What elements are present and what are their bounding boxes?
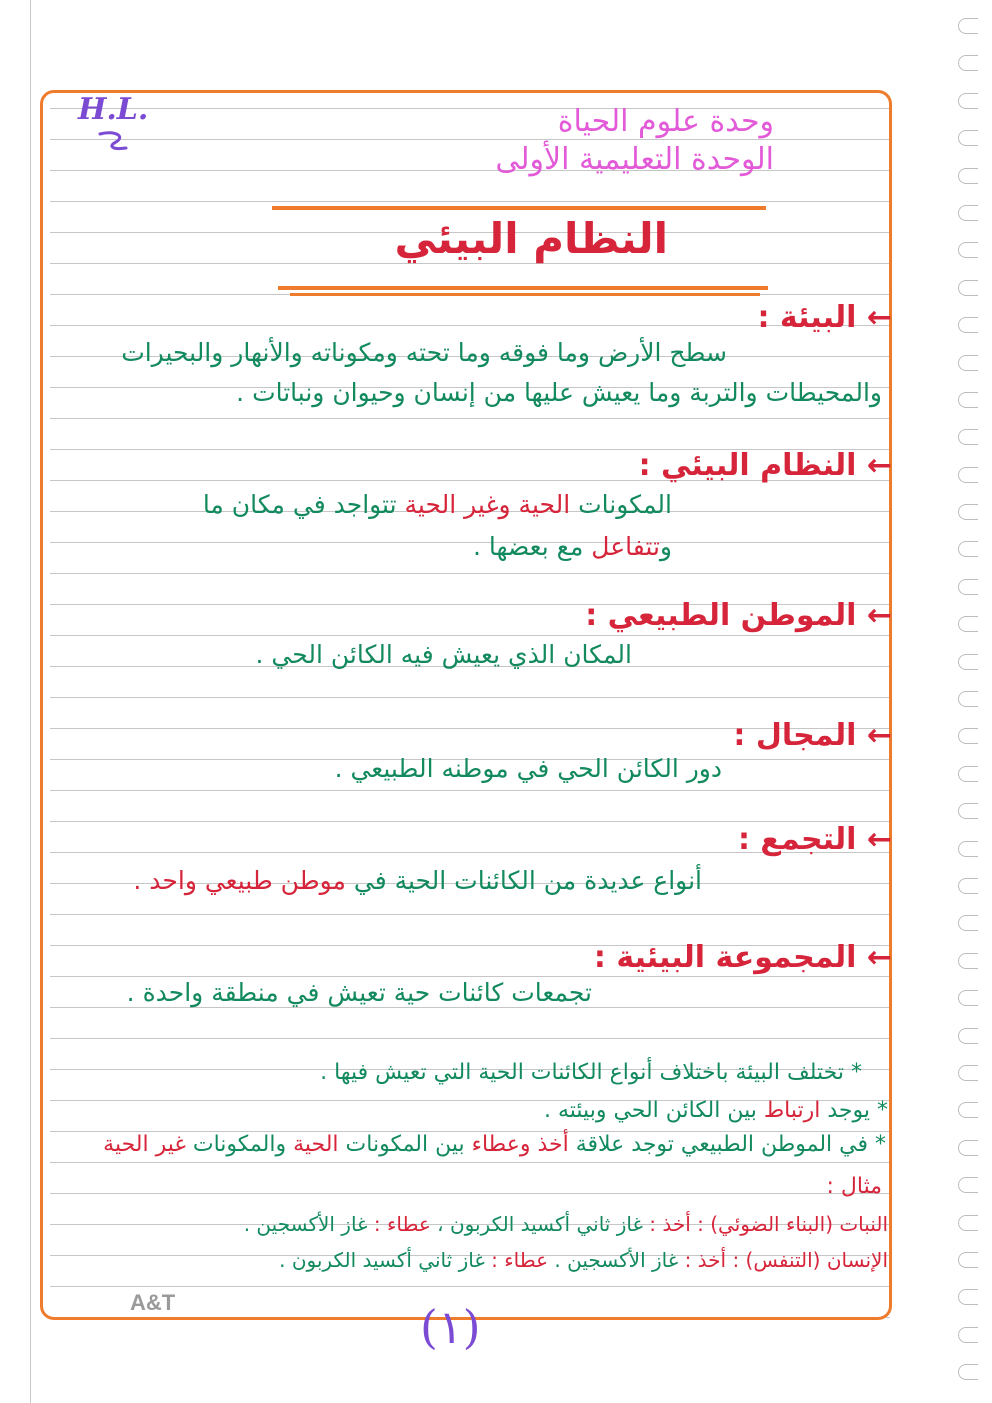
text-segment: * في الموطن الطبيعي توجد علاقة [568, 1132, 886, 1157]
text-segment: الحية وغير الحية [404, 490, 571, 519]
example-label: مثال : [826, 1174, 882, 1199]
text-line [335, 754, 722, 783]
text-line [127, 978, 592, 1007]
text-segment: سطح الأرض وما فوقه وما تحته ومكوناته والأنهار والبحيرات [121, 338, 727, 367]
binder-hole [958, 168, 978, 184]
text-segment: الحية [293, 1132, 339, 1157]
section-heading-label: التجمع : [737, 822, 857, 857]
section-heading [757, 300, 892, 335]
text-segment: * تختلف البيئة باختلاف أنواع الكائنات الحية التي تعيش فيها . [320, 1060, 862, 1085]
binder-hole [958, 1327, 978, 1343]
binder-hole [958, 1364, 978, 1380]
section-heading [594, 940, 892, 975]
binder-hole [958, 803, 978, 819]
binder-hole [958, 242, 978, 258]
section-heading-label: المجال : [733, 718, 857, 753]
page-number: (١) [420, 1300, 481, 1354]
text-segment: غاز ثاني أكسيد الكربون ، [430, 1212, 643, 1236]
binder-hole [958, 1289, 978, 1305]
binder-hole [958, 130, 978, 146]
section-heading [733, 718, 892, 753]
text-segment: المكان الذي يعيش فيه الكائن الحي . [255, 640, 632, 669]
text-line [473, 532, 672, 561]
binder-hole [958, 616, 978, 632]
text-segment: بين المكونات [338, 1132, 472, 1157]
text-line [103, 1132, 886, 1157]
text-segment: عطاء : [367, 1212, 431, 1236]
binder-hole [958, 1140, 978, 1156]
binder-hole [958, 280, 978, 296]
text-segment: و [659, 532, 672, 561]
text-line [236, 378, 882, 407]
text-segment: والمحيطات والتربة وما يعيش عليها من إنسان وحيوان ونباتات . [236, 378, 882, 407]
binder-hole [958, 205, 978, 221]
left-arrow-icon: ← [856, 718, 892, 753]
text-segment: المكونات [570, 490, 672, 519]
text-line [320, 1060, 862, 1085]
text-line [255, 640, 632, 669]
text-segment: غاز ثاني أكسيد الكربون . [279, 1248, 485, 1272]
binder-hole [958, 579, 978, 595]
text-line [133, 866, 702, 895]
binder-hole [958, 654, 978, 670]
left-arrow-icon: ← [856, 448, 892, 483]
text-segment: أخذ : [678, 1248, 727, 1272]
text-segment: غاز الأكسجين . [548, 1248, 679, 1272]
section-heading-label: النظام البيئي : [638, 448, 857, 483]
binder-hole [958, 728, 978, 744]
binder-hole [958, 467, 978, 483]
margin-line [30, 0, 31, 1403]
unit-subtitle: الوحدة التعليمية الأولى [495, 142, 774, 177]
title-top-bar [272, 206, 766, 210]
text-segment: ارتباط [763, 1098, 821, 1123]
binder-hole [958, 18, 978, 34]
section-heading-label: المجموعة البيئية : [593, 940, 857, 975]
binder-hole [958, 1215, 978, 1231]
title-bottom-bar [278, 286, 768, 290]
main-title: النظام البيئي [394, 214, 668, 263]
binder-hole [958, 93, 978, 109]
text-segment: تجمعات كائنات حية تعيش في منطقة واحدة . [126, 978, 592, 1007]
text-segment: النبات (البناء الضوئي) : [690, 1212, 888, 1236]
text-segment: غاز الأكسجين . [243, 1212, 368, 1236]
binder-hole [958, 1252, 978, 1268]
author-initials: H.L. [78, 92, 149, 127]
text-segment: تتفاعل [591, 532, 660, 561]
text-segment: الإنسان (التنفس) : [726, 1248, 888, 1272]
text-segment: أخذ وعطاء [471, 1132, 569, 1157]
text-segment: موطن طبيعي واحد . [133, 866, 346, 895]
text-segment: * يوجد [820, 1098, 888, 1123]
text-segment: مع بعضها . [472, 532, 592, 561]
binder-hole [958, 766, 978, 782]
left-arrow-icon: ← [856, 940, 892, 975]
binder-hole [958, 915, 978, 931]
section-heading [639, 448, 892, 483]
binder-hole [958, 392, 978, 408]
text-segment: غير الحية [103, 1132, 186, 1157]
binder-hole [958, 317, 978, 333]
text-line [544, 1098, 888, 1123]
text-line [244, 1212, 888, 1236]
section-heading [738, 822, 892, 857]
binder-hole [958, 878, 978, 894]
left-arrow-icon: ← [856, 598, 892, 633]
section-heading-label: البيئة : [757, 300, 857, 335]
left-arrow-icon: ← [856, 822, 892, 857]
text-line [279, 1248, 888, 1272]
unit-title: وحدة علوم الحياة [557, 104, 774, 139]
binder-hole [958, 1065, 978, 1081]
binder-hole [958, 429, 978, 445]
binder-hole [958, 953, 978, 969]
text-segment: عطاء : [484, 1248, 549, 1272]
text-segment: دور الكائن الحي في موطنه الطبيعي . [334, 754, 722, 783]
initials-flourish-icon [96, 128, 132, 154]
text-line [203, 490, 672, 519]
binder-holes [958, 18, 984, 1401]
section-heading [585, 598, 892, 633]
binder-hole [958, 990, 978, 1006]
section-heading-label: الموطن الطبيعي : [585, 598, 857, 633]
binder-hole [958, 1028, 978, 1044]
text-segment: أخذ : [642, 1212, 691, 1236]
text-line [121, 338, 727, 367]
watermark-mark: A&T [130, 1290, 176, 1315]
binder-hole [958, 1177, 978, 1193]
binder-hole [958, 55, 978, 71]
left-arrow-icon: ← [856, 300, 892, 335]
text-segment: تتواجد في مكان ما [202, 490, 405, 519]
binder-hole [958, 841, 978, 857]
binder-hole [958, 541, 978, 557]
binder-hole [958, 691, 978, 707]
text-segment: والمكونات [185, 1132, 294, 1157]
title-bottom-bar-2 [290, 293, 760, 296]
text-segment: أنواع عديدة من الكائنات الحية في [345, 866, 702, 895]
text-segment: بين الكائن الحي وبيئته . [544, 1098, 764, 1123]
binder-hole [958, 504, 978, 520]
binder-hole [958, 355, 978, 371]
binder-hole [958, 1102, 978, 1118]
